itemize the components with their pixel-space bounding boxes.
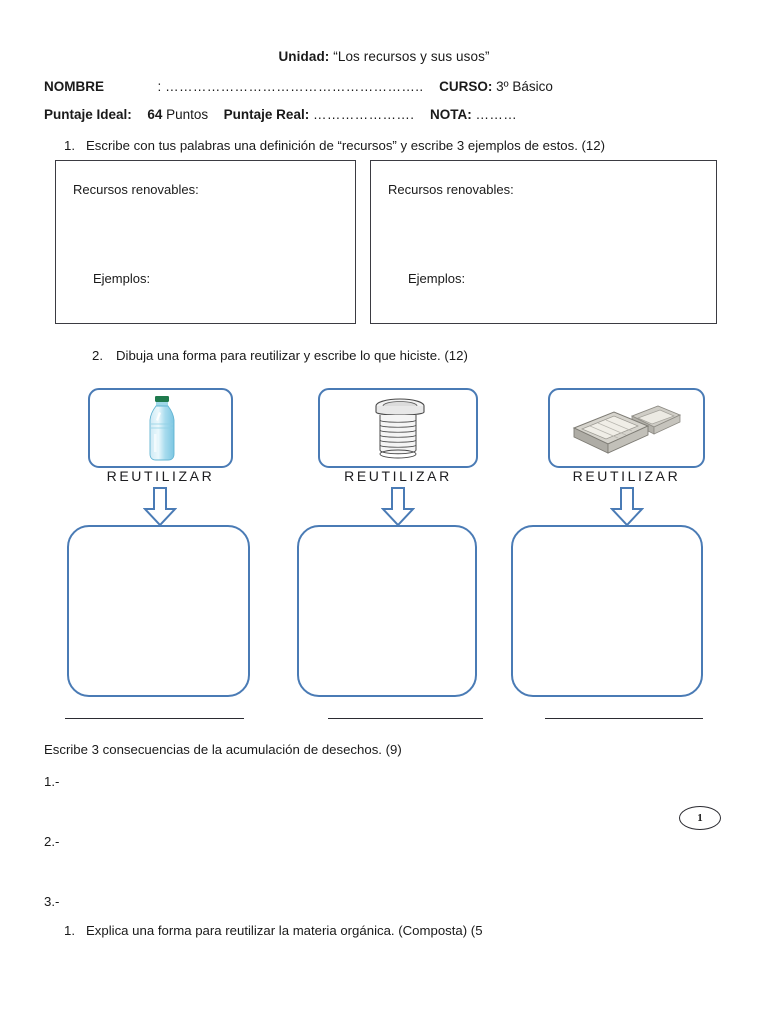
down-arrow-icon — [610, 487, 644, 527]
nombre-row — [44, 79, 553, 94]
puntaje-real-blank[interactable]: …………………. — [312, 107, 415, 122]
question-1-prompt — [64, 138, 605, 153]
tin-can-icon — [320, 390, 478, 466]
nombre-label: NOMBRE — [44, 79, 104, 94]
caption-bottle: REUTILIZAR — [106, 468, 215, 484]
question-3-item-1[interactable]: 1.- — [44, 774, 60, 789]
picture-card-can — [318, 388, 478, 468]
question-2-number: 2. — [92, 348, 103, 363]
box-left-subtitle: Ejemplos: — [93, 271, 151, 286]
puntaje-ideal-value: 64 — [147, 107, 163, 122]
nota-blank[interactable]: ……… — [475, 107, 518, 122]
question-3-item-2[interactable]: 2.- — [44, 834, 60, 849]
answer-box-bottle[interactable] — [67, 525, 250, 697]
puntaje-real-label: Puntaje Real: — [223, 107, 310, 122]
answer-line-1[interactable] — [65, 718, 244, 719]
plastic-bottle-icon — [90, 390, 233, 466]
aluminum-tray-icon — [550, 390, 705, 466]
question-1-number: 1. — [64, 138, 75, 153]
question-4-text: Explica una forma para reutilizar la materia orgánica. (Composta) (5 — [86, 923, 483, 938]
caption-tray: REUTILIZAR — [572, 468, 681, 484]
puntaje-ideal-label: Puntaje Ideal: — [44, 107, 132, 122]
question-1-box-left[interactable] — [55, 160, 356, 324]
caption-can: REUTILIZAR — [344, 468, 452, 484]
box-right-subtitle: Ejemplos: — [408, 271, 466, 286]
box-left-title: Recursos renovables: — [73, 182, 199, 197]
question-3-prompt: Escribe 3 consecuencias de la acumulación de desechos. (9) — [44, 742, 402, 757]
puntaje-row — [44, 107, 517, 122]
nombre-blank[interactable]: ……………………………………………….. — [165, 79, 424, 94]
curso-value: 3º Básico — [496, 79, 553, 94]
nota-label: NOTA: — [429, 107, 472, 122]
answer-box-can[interactable] — [297, 525, 477, 697]
answer-line-2[interactable] — [328, 718, 483, 719]
unit-title — [0, 49, 768, 64]
picture-card-tray — [548, 388, 705, 468]
curso-label: CURSO: — [439, 79, 493, 94]
page-number-badge: 1 — [679, 806, 721, 830]
question-3-item-3[interactable]: 3.- — [44, 894, 60, 909]
answer-box-tray[interactable] — [511, 525, 703, 697]
question-4-prompt — [64, 923, 483, 938]
unit-value: “Los recursos y sus usos” — [333, 49, 490, 64]
puntos-word: Puntos — [166, 107, 209, 122]
question-2-text: Dibuja una forma para reutilizar y escribe lo que hiciste. (12) — [116, 348, 468, 363]
question-1-box-right[interactable] — [370, 160, 717, 324]
box-right-title: Recursos renovables: — [388, 182, 514, 197]
question-1-text: Escribe con tus palabras una definición de “recursos” y escribe 3 ejemplos de estos. (12) — [86, 138, 605, 153]
picture-card-bottle — [88, 388, 233, 468]
question-4-number: 1. — [64, 923, 75, 938]
nombre-colon: : — [157, 79, 162, 94]
down-arrow-icon — [143, 487, 177, 527]
answer-line-3[interactable] — [545, 718, 703, 719]
unit-label: Unidad: — [278, 49, 330, 64]
down-arrow-icon — [381, 487, 415, 527]
question-2-prompt — [92, 348, 468, 363]
